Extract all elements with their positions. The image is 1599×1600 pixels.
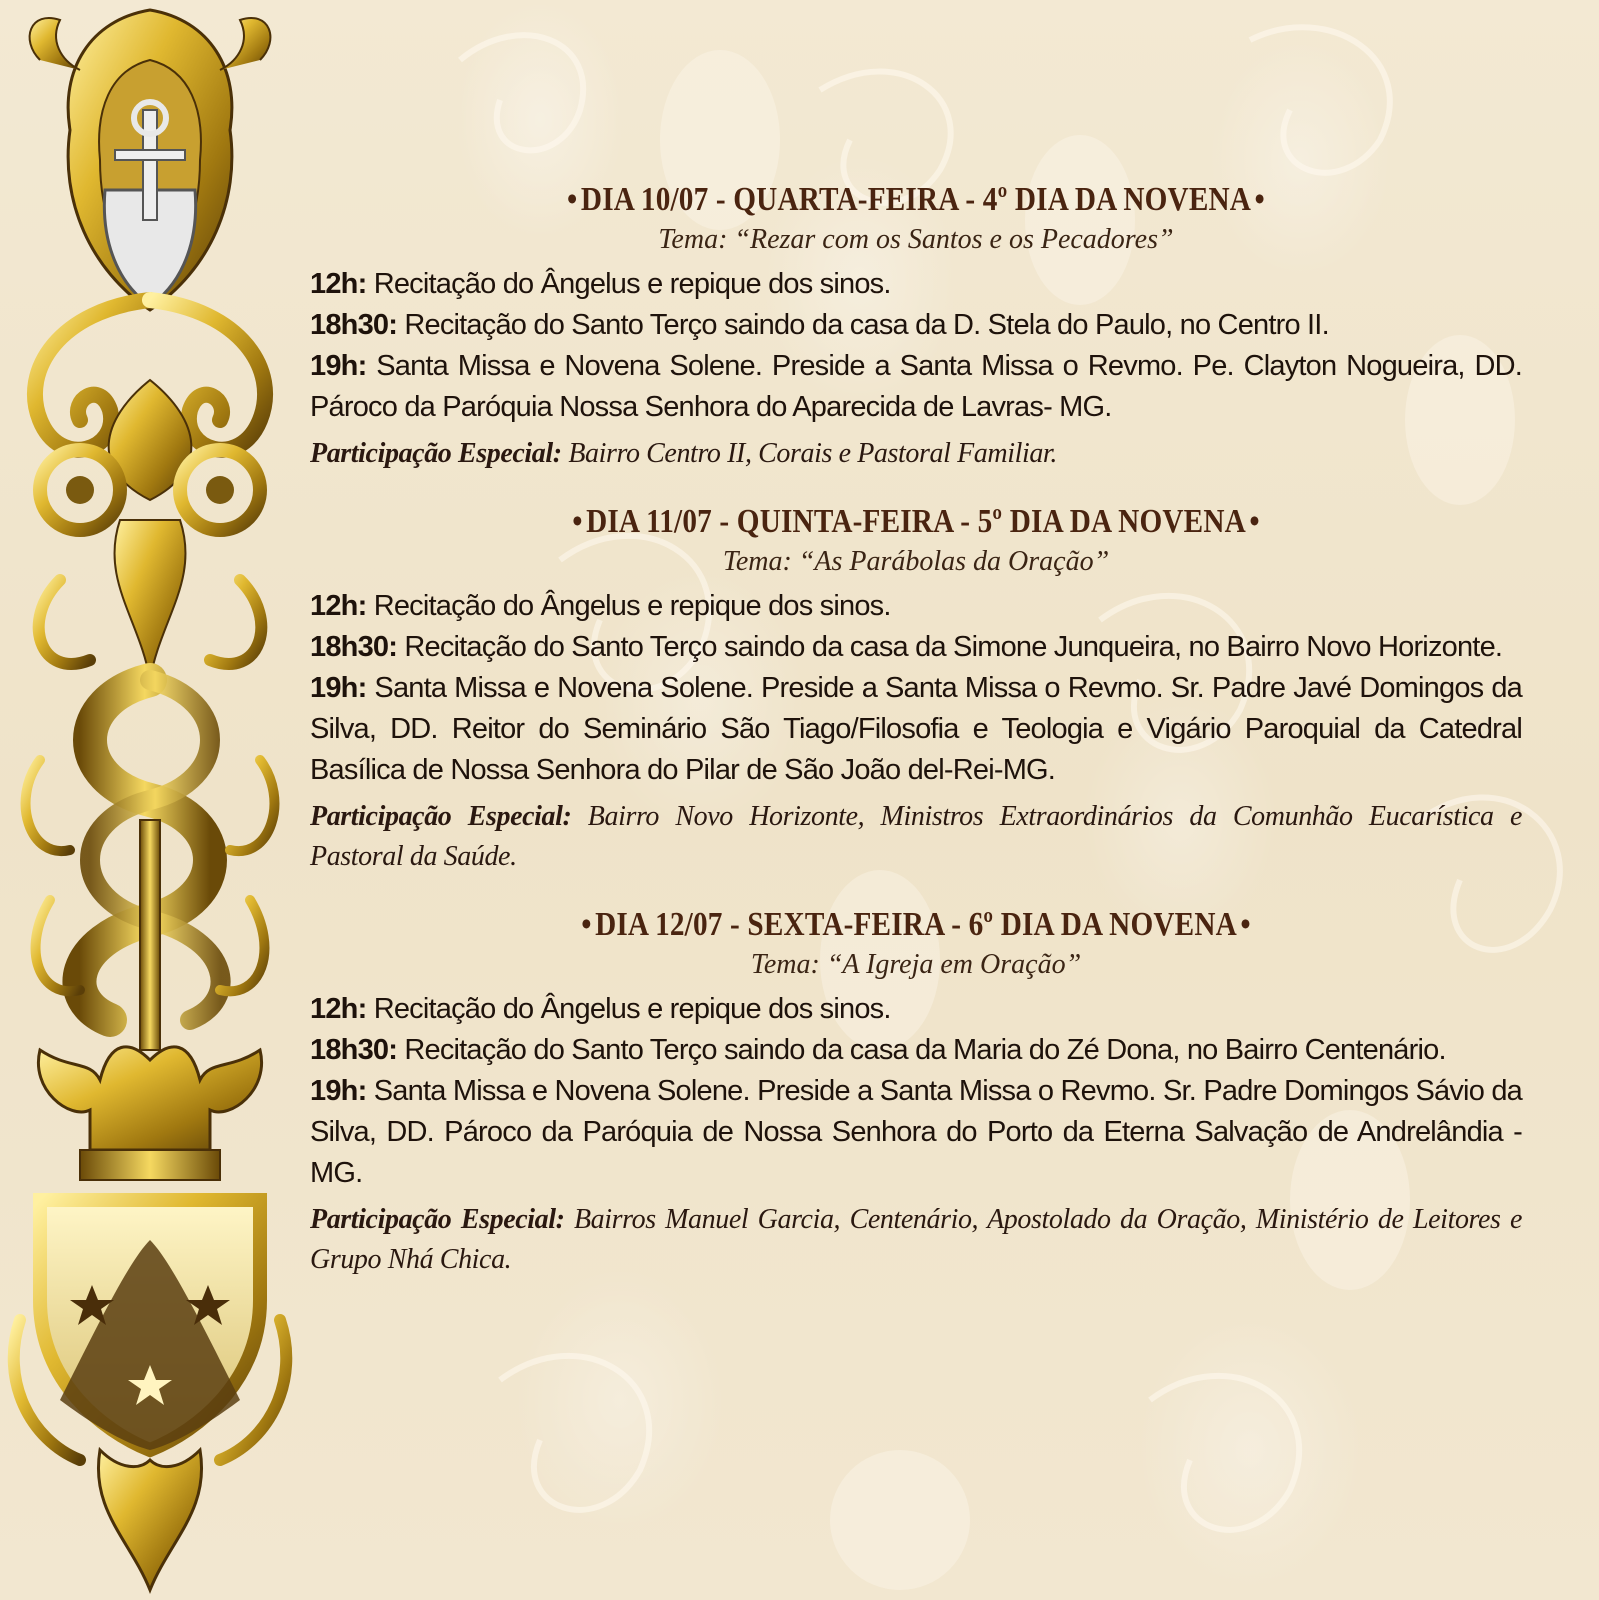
special-text: Bairro Novo Horizonte, Ministros Extraordinários da Comunhão Eucarística e Pastoral da Saúde. (310, 801, 1522, 872)
schedule-entry (310, 346, 1522, 428)
bullet-right: • (1240, 906, 1251, 943)
day-title: DIA 10/07 - QUARTA-FEIRA - 4º DIA DA NOVENA (580, 181, 1252, 218)
entry-text: Recitação do Ângelus e repique dos sinos. (366, 590, 891, 622)
entry-text: Recitação do Ângelus e repique dos sinos. (366, 268, 891, 300)
top-crest (30, 10, 271, 310)
special-participation (310, 434, 1522, 474)
special-label: Participação Especial: (310, 438, 562, 469)
special-text: Bairros Manuel Garcia, Centenário, Apostolado da Oração, Ministério de Leitores e Grupo Nhá Chica. (310, 1204, 1522, 1275)
special-participation (310, 797, 1522, 877)
entry-text: Recitação do Santo Terço saindo da casa da Simone Junqueira, no Bairro Novo Horizonte. (397, 631, 1503, 663)
entry-text: Santa Missa e Novena Solene. Preside a Santa Missa o Revmo. Pe. Clayton Nogueira, DD. Pároco da Paróquia Nossa Senhora do Aparecida de Lavras- MG. (310, 350, 1522, 423)
day-theme: Tema: “A Igreja em Oração” (750, 949, 1082, 980)
entry-time: 18h30: (310, 1034, 398, 1066)
special-participation (310, 1200, 1522, 1280)
day-block-11-07 (310, 500, 1522, 877)
day-heading (395, 903, 1437, 947)
bullet-right: • (1254, 181, 1265, 218)
entry-text: Santa Missa e Novena Solene. Preside a Santa Missa o Revmo. Sr. Padre Domingos Sávio da Silva, DD. Pároco da Paróquia de Nossa Senhora do Porto da Eterna Salvação de Andrelândia - MG. (310, 1075, 1522, 1189)
coat-of-arms (14, 1047, 287, 1590)
entry-time: 18h30: (310, 309, 398, 341)
scroll-section (35, 300, 265, 680)
schedule-entry (310, 264, 1522, 305)
day-title: DIA 12/07 - SEXTA-FEIRA - 6º DIA DA NOVENA (595, 906, 1237, 943)
entry-text: Santa Missa e Novena Solene. Preside a Santa Missa o Revmo. Sr. Padre Javé Domingos da Silva, DD. Reitor do Seminário São Tiago/Filosofia e Teologia e Vigário Paroquial da Catedral Basílica de Nossa Senhora do Pilar de São João del-Rei-MG. (310, 672, 1522, 786)
day-title: DIA 11/07 - QUINTA-FEIRA - 5º DIA DA NOVENA (586, 503, 1246, 540)
schedule-entry (310, 1030, 1522, 1071)
bullet-left: • (581, 906, 592, 943)
day-block-12-07 (310, 903, 1522, 1280)
entry-time: 12h: (310, 590, 367, 622)
bullet-left: • (572, 503, 583, 540)
schedule-entry (310, 627, 1522, 668)
entry-time: 18h30: (310, 631, 398, 663)
gold-ornament-border (0, 0, 300, 1600)
entry-text: Recitação do Ângelus e repique dos sinos. (366, 993, 891, 1025)
special-text: Bairro Centro II, Corais e Pastoral Familiar. (561, 438, 1057, 469)
entry-time: 12h: (310, 993, 367, 1025)
special-label: Participação Especial: (310, 801, 572, 832)
schedule-entry (310, 586, 1522, 627)
schedule-entry (310, 989, 1522, 1030)
entry-time: 19h: (310, 1075, 367, 1107)
entry-time: 19h: (310, 350, 367, 382)
bullet-right: • (1249, 503, 1260, 540)
bullet-left: • (567, 181, 578, 218)
schedule-entry (310, 305, 1522, 346)
day-heading (395, 500, 1437, 544)
entry-text: Recitação do Santo Terço saindo da casa da Maria do Zé Dona, no Bairro Centenário. (397, 1034, 1446, 1066)
day-theme: Tema: “Rezar com os Santos e os Pecadores” (658, 224, 1174, 255)
schedule-entry (310, 668, 1522, 791)
entry-time: 19h: (310, 672, 367, 704)
novena-schedule (310, 178, 1522, 1306)
entry-text: Recitação do Santo Terço saindo da casa da D. Stela do Paulo, no Centro II. (397, 309, 1329, 341)
schedule-entry (310, 1071, 1522, 1194)
special-label: Participação Especial: (310, 1204, 565, 1235)
day-block-10-07 (310, 178, 1522, 474)
day-heading (395, 178, 1437, 222)
serpent-section (26, 680, 275, 1050)
entry-time: 12h: (310, 268, 367, 300)
day-theme: Tema: “As Parábolas da Oração” (722, 546, 1110, 577)
